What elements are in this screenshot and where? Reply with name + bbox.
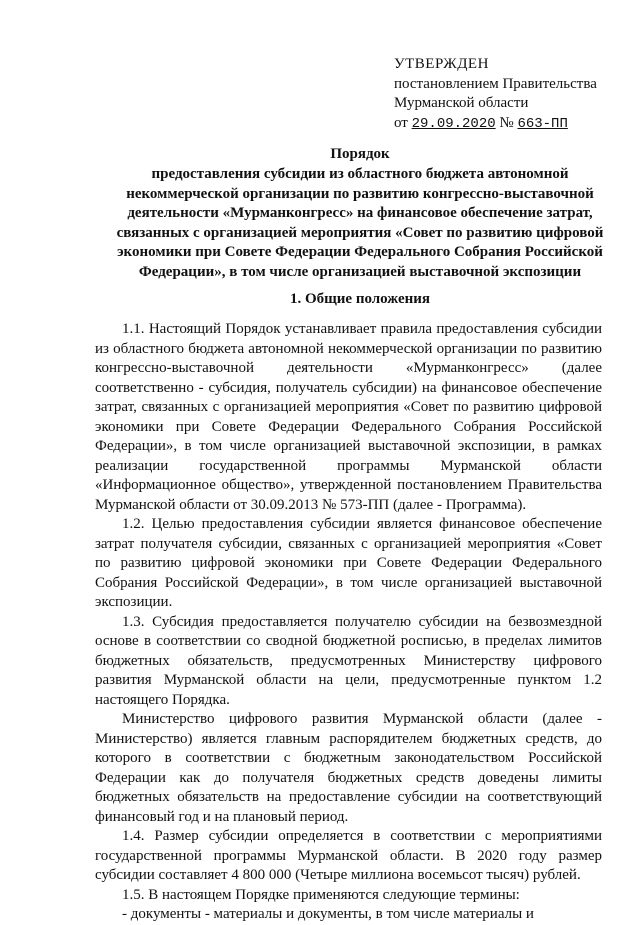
approval-line-1: постановлением Правительства xyxy=(394,75,597,92)
approval-block xyxy=(394,55,597,134)
section-body xyxy=(95,320,602,925)
paragraph-1-5: 1.5. В настоящем Порядке применяются следующие термины: xyxy=(122,886,520,903)
approval-stamp: УТВЕРЖДЕН xyxy=(394,56,489,72)
approval-from-prefix: от xyxy=(394,114,408,131)
document-title: Порядок xyxy=(330,146,390,162)
paragraph-1-3: 1.3. Субсидия предоставляется получателю субсидии на безвозмездной основе в соответствии со сводной бюджетной росписью, в пределах лимитов бюджетных обязательств, предусмотренных Министерству цифрового развития Мурманской области на цели, предусмотренные пунктом 1.2 настоящего Порядка. xyxy=(95,613,602,708)
paragraph-ministry: Министерство цифрового развития Мурманской области (далее - Министерство) является главным распорядителем бюджетных средств, до которого в соответствии с бюджетным законодательством Российской Федерации как до получателя бюджетных средств доведены лимиты бюджетных обязательств на предоставление субсидии на соответствующий финансовый год и на плановый период. xyxy=(95,711,602,825)
approval-date: 29.09.2020 xyxy=(411,115,496,132)
approval-number-sign: № xyxy=(499,114,514,131)
approval-line-2: Мурманской области xyxy=(394,95,529,111)
approval-date-line xyxy=(394,114,597,135)
paragraph-1-2: 1.2. Целью предоставления субсидии является финансовое обеспечение затрат получателя субсидии, связанных с организацией мероприятия «Совет по развитию цифровой экономики при Совете Федерации Федерального Собрания Российской Федерации», в том числе организацией выставочной экспозиции. xyxy=(95,516,602,610)
paragraph-1-4: 1.4. Размер субсидии определяется в соответствии с мероприятиями государственной программы Мурманской области. В 2020 году размер субсидии составляет 4 800 000 (Четыре миллиона восемьсот тысяч) рублей. xyxy=(95,828,602,883)
paragraph-1-1: 1.1. Настоящий Порядок устанавливает правила предоставления субсидии из областного бюджета автономной некоммерческой организации по развитию конгрессно-выставочной деятельности «Мурманконгресс» (далее соответственно - субсидия, получатель субсидии) на финансовое обеспечение затрат, связанных с организацией мероприятия «Совет по развитию цифровой экономики при Совете Федерации Федерального Собрания Российской Федерации», в том числе организацией выставочной экспозиции, в рамках реализации государственной программы Мурманской области «Информационное общество», утвержденной постановлением Правительства Мурманской области от 30.09.2013 № 573-ПП (далее - Программа). xyxy=(95,321,602,513)
paragraph-terms-item: - документы - материалы и документы, в том числе материалы и xyxy=(122,906,534,922)
document-subtitle: предоставления субсидии из областного бюджета автономной некоммерческой организации по развитию конгрессно-выставочной деятельности «Мурманконгресс» на финансовое обеспечение затрат, связанных с организацией мероприятия «Совет по развитию цифровой экономики при Совете Федерации Федерального Собрания Российской Федерации», в том числе организацией выставочной экспозиции xyxy=(116,166,604,280)
section-heading: 1. Общие положения xyxy=(289,291,431,307)
approval-number: 663-ПП xyxy=(517,115,568,132)
